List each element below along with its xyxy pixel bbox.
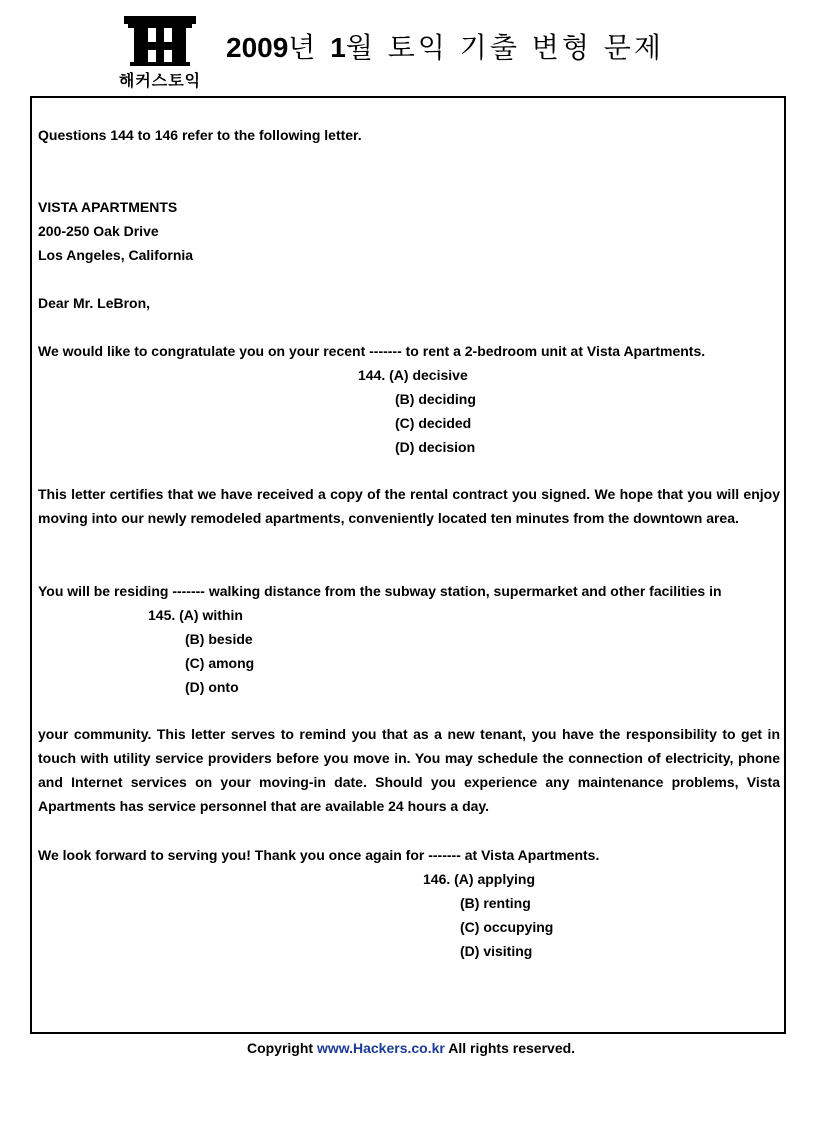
address-line-3: Los Angeles, California bbox=[38, 247, 194, 263]
paragraph-4: your community. This letter serves to remind you that as a new tenant, you have the responsibility to get in touch with utility service providers before you move in. You may schedule the connection of electricity, phone and Internet services on your moving-in date. Should you experience any maintenance problems, Vista Apartments has service personnel that are available 24 hours a day. bbox=[38, 726, 780, 814]
paragraph-2: This letter certifies that we have received a copy of the rental contract you signed. We hope that you will enjoy moving into our newly remodeled apartments, conveniently located ten minutes from the downtown area. bbox=[38, 486, 780, 526]
footer-suffix: All rights reserved. bbox=[444, 1040, 576, 1056]
hackers-logo bbox=[110, 10, 210, 90]
q145-option-a: 145. (A) within bbox=[148, 607, 243, 623]
title-rest: 월 토익 기출 변형 문제 bbox=[345, 31, 664, 64]
q145-option-b: (B) beside bbox=[185, 631, 253, 647]
page-title bbox=[226, 26, 664, 66]
intro-line: Questions 144 to 146 refer to the following letter. bbox=[38, 127, 362, 143]
address-line-1: VISTA APARTMENTS bbox=[38, 199, 178, 215]
q146-option-b: (B) renting bbox=[460, 895, 531, 911]
title-year: 2009 bbox=[226, 32, 289, 63]
logo-text: 해커스토익 bbox=[118, 71, 202, 90]
q146-option-d: (D) visiting bbox=[460, 943, 533, 959]
salutation: Dear Mr. LeBron, bbox=[38, 295, 151, 311]
q145-option-d: (D) onto bbox=[185, 679, 239, 695]
footer-prefix: Copyright bbox=[246, 1040, 317, 1056]
paragraph-3: You will be residing ------- walking distance from the subway station, supermarket and other facilities in bbox=[38, 583, 722, 599]
address-line-2: 200-250 Oak Drive bbox=[38, 223, 159, 239]
paragraph-1: We would like to congratulate you on your recent ------- to rent a 2-bedroom unit at Vista Apartments. bbox=[38, 343, 706, 359]
q144-option-a: 144. (A) decisive bbox=[358, 367, 468, 383]
copyright-footer bbox=[0, 1040, 816, 1056]
q144-option-d: (D) decision bbox=[395, 439, 476, 455]
title-month: 1 bbox=[330, 32, 346, 63]
q146-option-c: (C) occupying bbox=[460, 919, 554, 935]
logo-h-icon bbox=[122, 14, 198, 68]
q144-option-b: (B) deciding bbox=[395, 391, 476, 407]
hackers-link[interactable]: www.Hackers.co.kr bbox=[316, 1040, 445, 1056]
q146-option-a: 146. (A) applying bbox=[423, 871, 536, 887]
q145-option-c: (C) among bbox=[185, 655, 255, 671]
title-year-suffix: 년 bbox=[288, 31, 319, 64]
paragraph-5: We look forward to serving you! Thank you once again for ------- at Vista Apartments. bbox=[38, 847, 600, 863]
q144-option-c: (C) decided bbox=[395, 415, 472, 431]
